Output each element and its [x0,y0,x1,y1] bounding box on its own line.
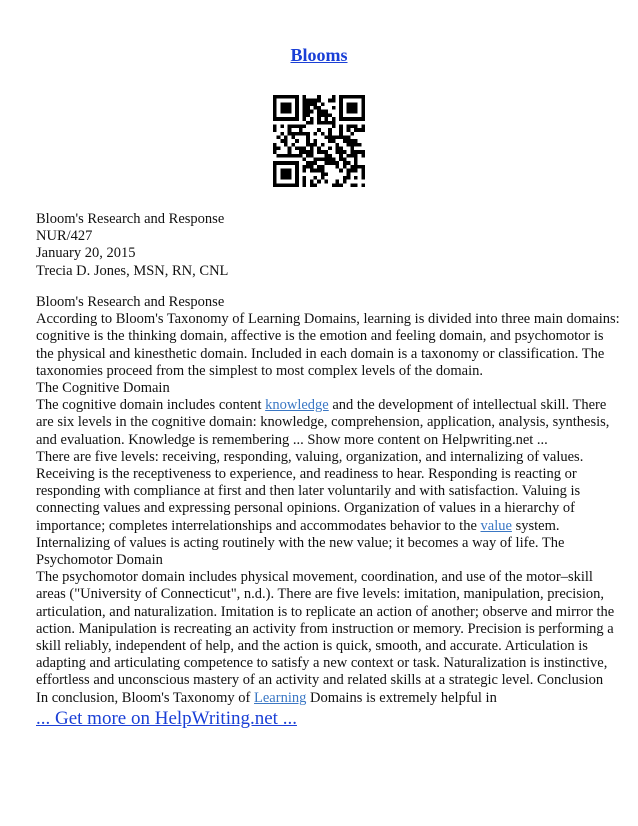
body-line: skill reliably, independent of help, and the action is quick, smooth, and accurate. Articulation is [36,638,588,655]
body-line: Receiving is the receptiveness to experience, and readiness to hear. Responding is reacting or [36,466,577,483]
body-line: and evaluation. Knowledge is remembering ... Show more content on Helpwriting.net ... [36,431,548,448]
body-line: There are five levels: receiving, responding, valuing, organization, and internalizing of values. [36,448,584,465]
body-text: importance; completes interrelationships and accommodates behavior to the [36,517,481,534]
body-line: responding with compliance at first and then later voluntarily and with satisfaction. Valuing is [36,483,581,500]
body-text: In conclusion, Bloom's Taxonomy of [36,689,255,706]
body-line: adapting and articulating competence to satisfy a new context or task. Naturalization is instinctive, [36,655,608,672]
section-heading-psychomotor: Psychomotor Domain [36,552,163,569]
body-line: taxonomies proceed from the simplest to most complex levels of the domain. [36,362,483,379]
body-line: areas ("University of Connecticut", n.d.). There are five levels: imitation, manipulation, precision, [36,586,605,603]
body-text: The cognitive domain includes content [36,397,266,414]
document-body [36,294,620,707]
body-line: connecting values and expressing personal opinions. Organization of values in a hierarchy of [36,500,575,517]
body-line: cognitive is the thinking domain, affective is the emotion and feeling domain, and psychomotor is [36,328,604,345]
body-line: articulation, and naturalization. Imitation is to replicate an action of another; observe and mirror the [36,603,615,620]
header-title: Bloom's Research and Response [36,211,225,227]
body-line: the physical and kinesthetic domain. Included in each domain is a taxonomy or classification. The [36,345,605,362]
body-line [36,518,602,535]
body-text: system. [511,517,560,534]
header-author: Trecia D. Jones, MSN, RN, CNL [36,262,229,279]
body-line: are six levels in the cognitive domain: knowledge, comprehension, application, analysis, synthesis, [36,414,610,431]
body-line: effortless and unconscious mastery of an activity and related skills at a strategic level. Conclusion [36,672,604,689]
page-title [0,44,638,66]
body-text: Domains is extremely helpful in [306,689,497,706]
title-link[interactable]: Blooms [290,45,348,65]
body-line: According to Bloom's Taxonomy of Learning Domains, learning is divided into three main domains: [36,311,620,328]
body-line [36,397,607,414]
knowledge-link[interactable]: knowledge [265,397,329,414]
body-line: action. Manipulation is recreating an activity from instruction or memory. Precision is performing a [36,620,614,637]
body-text: and the development of intellectual skill. There [328,397,607,414]
value-link[interactable]: value [480,517,512,534]
get-more-container [36,707,297,731]
header-course: NUR/427 [36,228,93,245]
document-header [36,211,228,280]
learning-link[interactable]: Learning [254,689,307,706]
body-line: The psychomotor domain includes physical movement, coordination, and use of the motor–skill [36,569,593,586]
body-line [36,690,602,707]
body-line: Bloom's Research and Response [36,294,225,310]
section-heading-cognitive: The Cognitive Domain [36,380,170,397]
get-more-link[interactable]: ... Get more on HelpWriting.net ... [36,708,297,729]
qr-code [273,95,365,187]
header-date: January 20, 2015 [36,245,136,262]
body-line: Internalizing of values is acting routinely with the new value; it becomes a way of life. The [36,534,565,551]
